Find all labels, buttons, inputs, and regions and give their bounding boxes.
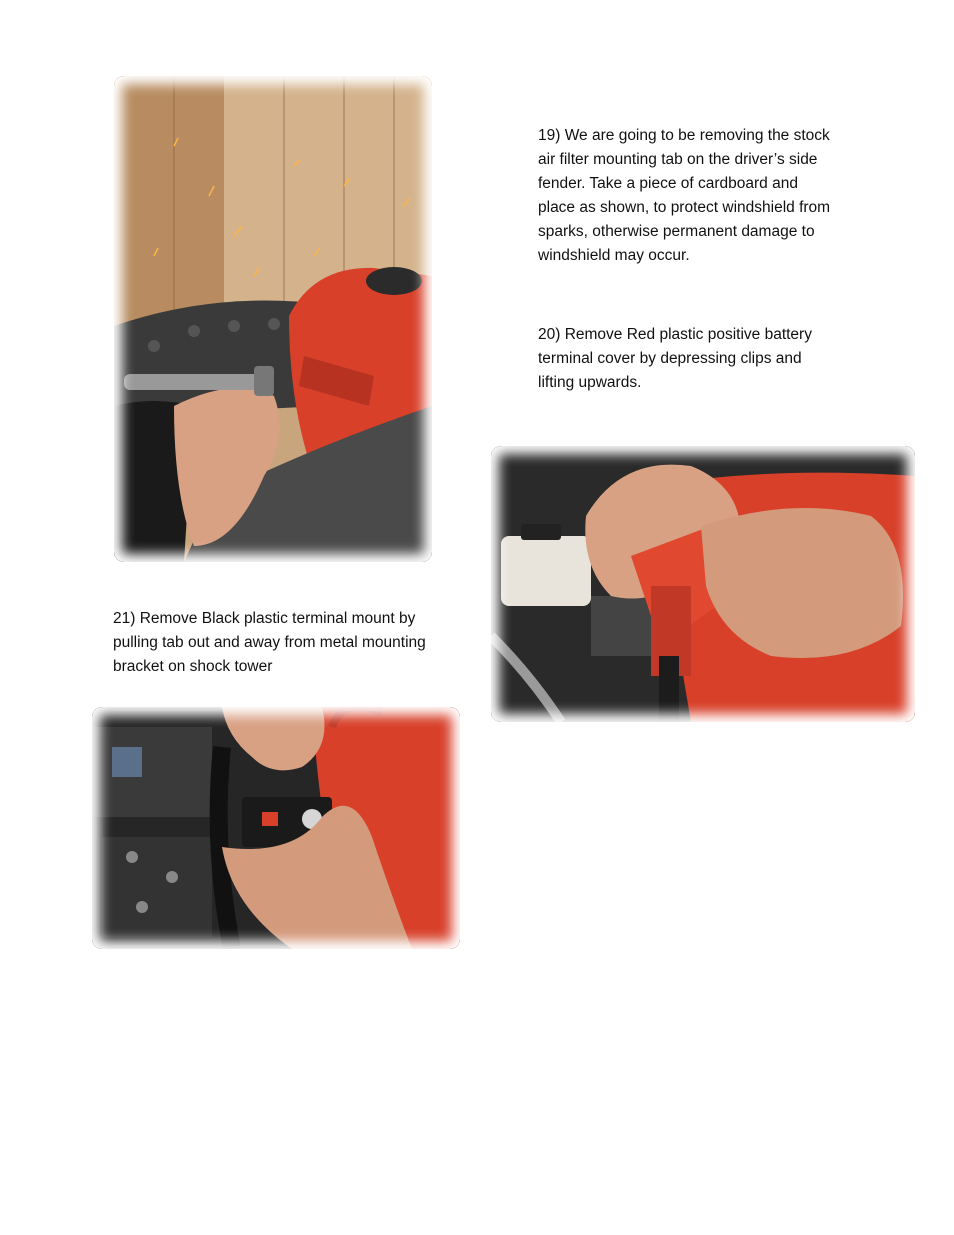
step-20-line: lifting upwards. (538, 374, 642, 391)
step-19-line: fender. Take a piece of cardboard and (538, 175, 798, 192)
step-21-instructions (113, 607, 453, 679)
step-21-line: bracket on shock tower (113, 658, 273, 675)
photo-removing-terminal-mount (92, 707, 460, 949)
step-19-line: place as shown, to protect windshield from (538, 199, 831, 216)
step-20-line: terminal cover by depressing clips and (538, 350, 802, 367)
photo-grinding-fender-tab (114, 76, 432, 562)
step-21-line: pulling tab out and away from metal mounting (113, 634, 426, 651)
step-19-line: sparks, otherwise permanent damage to (538, 223, 815, 240)
photo-removing-terminal-cover (491, 446, 915, 722)
step-19-instructions (538, 124, 858, 268)
step-19-line: air filter mounting tab on the driver’s side (538, 151, 818, 168)
step-20-line: 20) Remove Red plastic positive battery (538, 326, 812, 343)
step-19-line: windshield may occur. (538, 247, 690, 264)
step-21-line: 21) Remove Black plastic terminal mount by (113, 610, 416, 627)
step-20-instructions (538, 323, 858, 395)
step-19-line: 19) We are going to be removing the stock (538, 127, 830, 144)
